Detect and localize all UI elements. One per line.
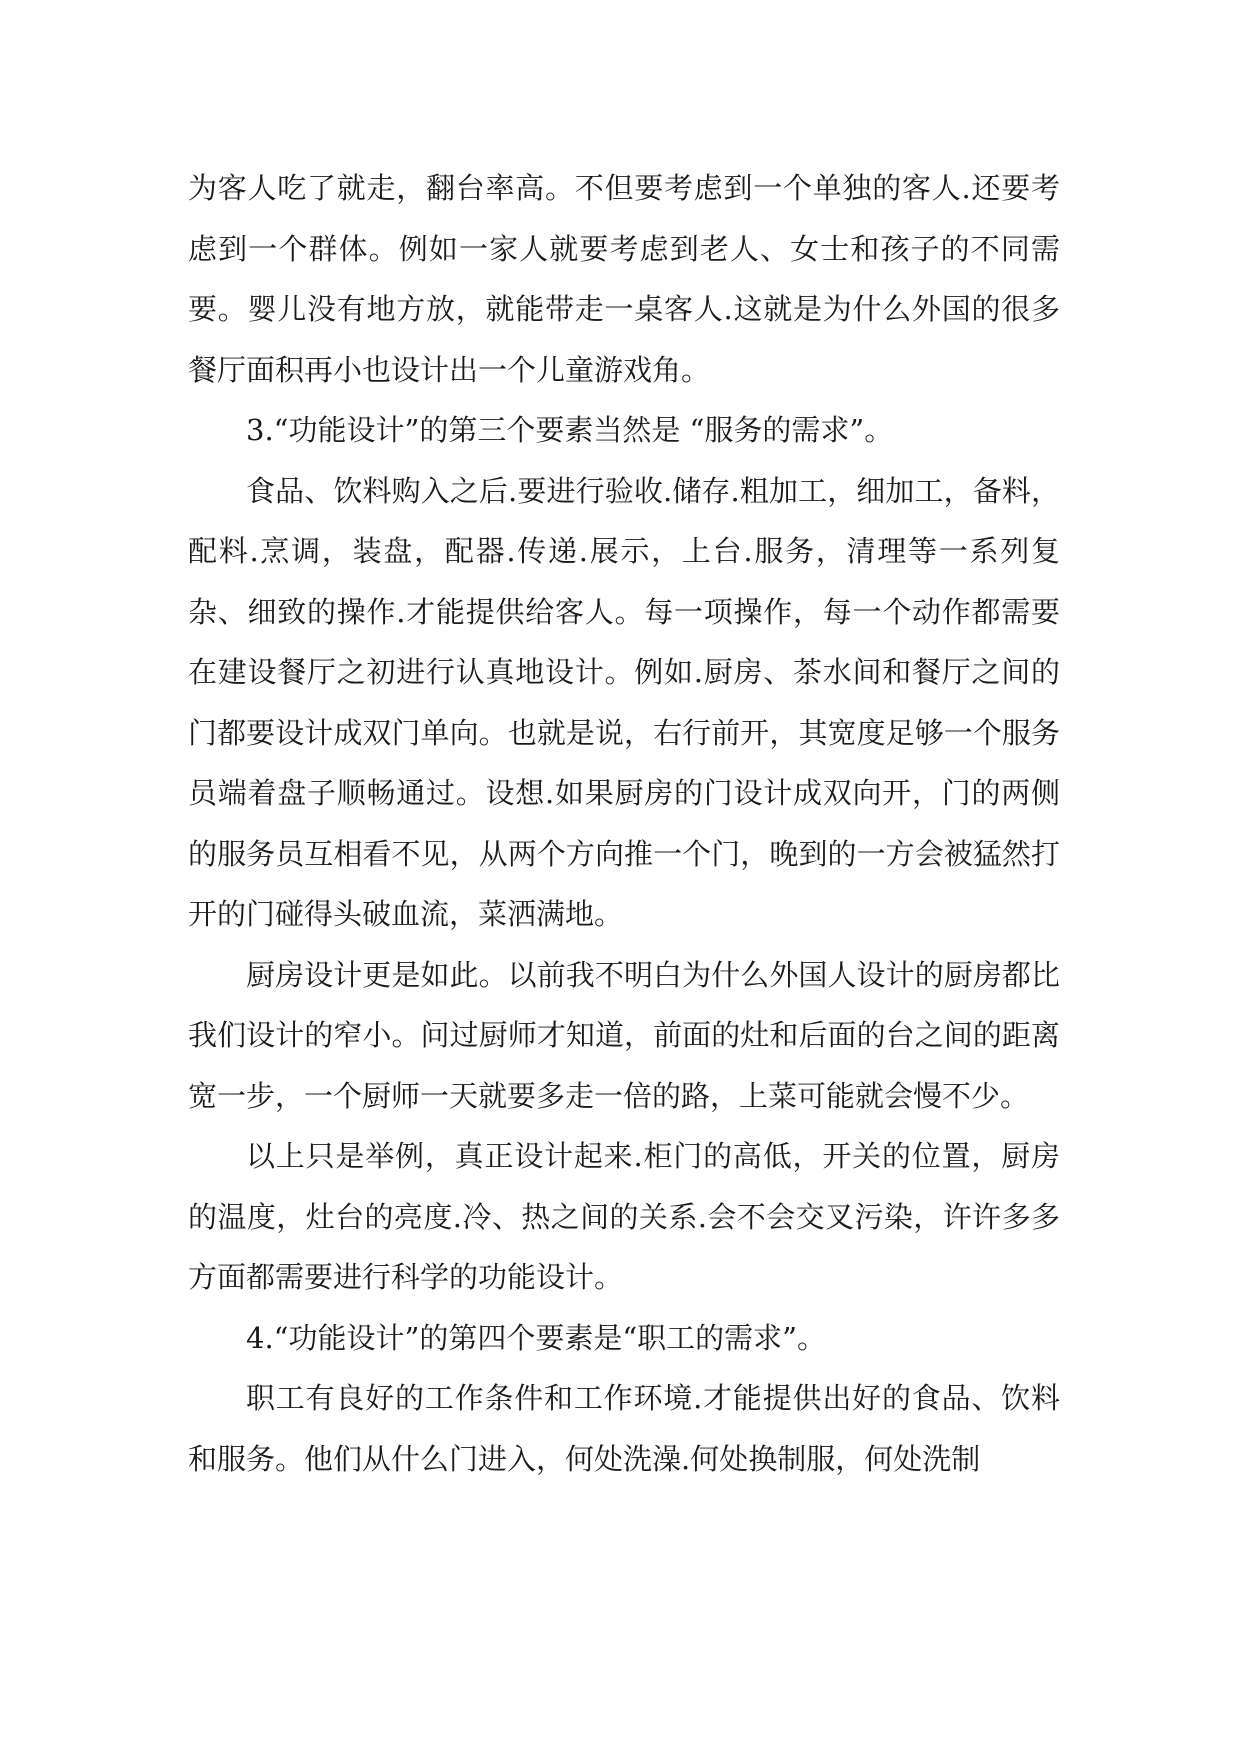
paragraph-heading-4: 4.“功能设计”的第四个要素是“职工的需求”。 [246,1320,826,1355]
paragraph-continuation: 为客人吃了就走，翻台率高。不但要考虑到一个单独的客人.还要考虑到一个群体。例如一家人就要考虑到老人、女士和孩子的不同需要。婴儿没有地方放，就能带走一桌客人.这就是为什么外国的很多餐厅面积再小也设计出一个儿童游戏角。 [188,171,1060,387]
paragraph-kitchen-design: 厨房设计更是如此。以前我不明白为什么外国人设计的厨房都比我们设计的窄小。问过厨师才知道，前面的灶和后面的台之间的距离宽一步，一个厨师一天就要多走一倍的路，上菜可能就会慢不少。 [188,957,1060,1113]
paragraph-examples: 以上只是举例，真正设计起来.柜门的高低，开关的位置，厨房的温度，灶台的亮度.冷、热之间的关系.会不会交叉污染，许许多多方面都需要进行科学的功能设计。 [188,1139,1060,1294]
paragraph-service-process: 食品、饮料购入之后.要进行验收.储存.粗加工，细加工，备料，配料.烹调，装盘，配器.传递.展示，上台.服务，清理等一系列复杂、细致的操作.才能提供给客人。每一项操作，每一个动作都需要在建设餐厅之初进行认真地设计。例如.厨房、茶水间和餐厅之间的门都要设计成双门单向。也就是说，右行前开，其宽度足够一个服务员端着盘子顺畅通过。设想.如果厨房的门设计成双向开，门的两侧的服务员互相看不见，从两个方向推一个门，晚到的一方会被猛然打开的门碰得头破血流，菜洒满地。 [188,473,1060,931]
paragraph-heading-3: 3.“功能设计”的第三个要素当然是 “服务的需求”。 [246,413,894,447]
paragraph-staff-needs: 职工有良好的工作条件和工作环境.才能提供出好的食品、饮料和服务。他们从什么门进入，何处洗澡.何处换制服，何处洗制 [188,1381,1060,1476]
document-body [188,158,1060,1489]
